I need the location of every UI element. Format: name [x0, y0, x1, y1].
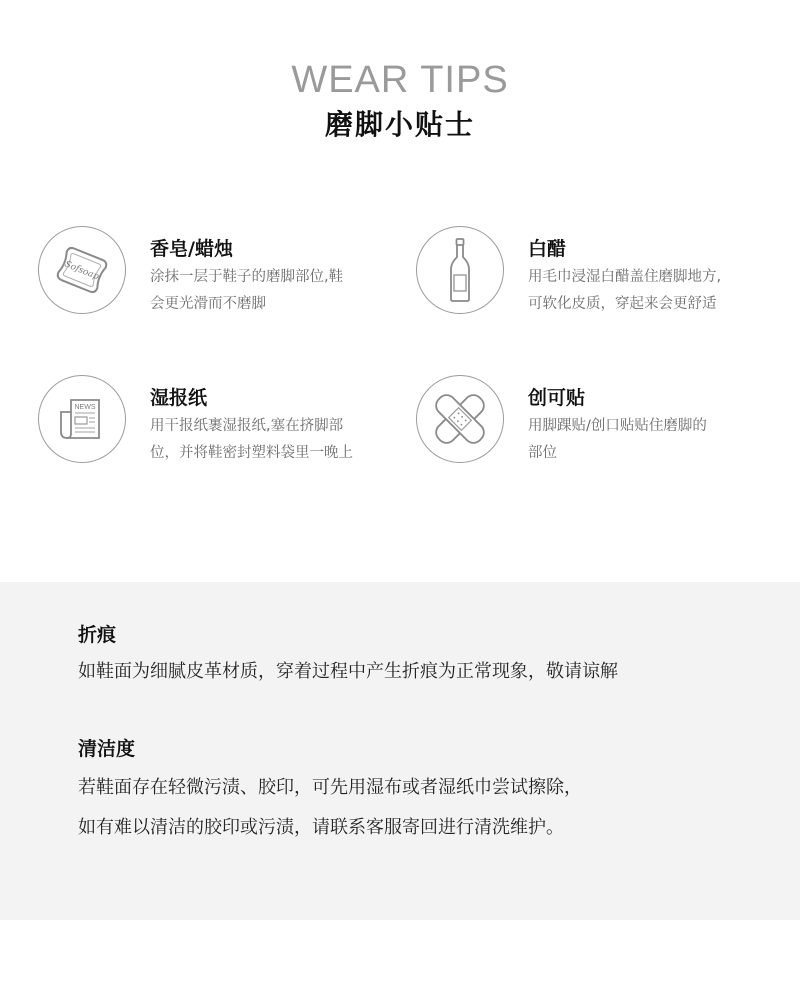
crease-text	[78, 652, 618, 692]
page-header	[0, 58, 800, 142]
soap-icon	[39, 227, 125, 313]
newspaper-icon-label: NEWS	[74, 404, 96, 411]
english-title: WEAR TIPS	[291, 59, 509, 101]
tip-title: 创可贴	[528, 387, 586, 409]
tip-description	[150, 264, 400, 318]
care-info-section	[0, 582, 800, 920]
tip-title: 香皂/蜡烛	[150, 238, 233, 260]
tip-desc-line: 可软化皮质，穿起来会更舒适	[528, 296, 717, 312]
tip-soap	[38, 226, 398, 326]
cleanliness-text-line: 如有难以清洁的胶印或污渍，请联系客服寄回进行清洗维护。	[78, 817, 564, 838]
bandage-icon	[417, 376, 503, 462]
cleanliness-text-line: 若鞋面存在轻微污渍、胶印，可先用湿布或者湿纸巾尝试擦除，	[78, 777, 582, 798]
tip-desc-line: 涂抹一层于鞋子的磨脚部位,鞋	[150, 269, 344, 285]
newspaper-icon-circle	[38, 375, 126, 463]
vinegar-icon-circle	[416, 226, 504, 314]
tip-desc-line: 用干报纸裹湿报纸,塞在挤脚部	[150, 418, 344, 434]
tip-vinegar	[416, 226, 776, 326]
tip-wet-newspaper	[38, 375, 398, 475]
tip-description	[150, 413, 400, 467]
tip-description	[528, 264, 778, 318]
tip-desc-line: 位，并将鞋密封塑料袋里一晚上	[150, 445, 353, 461]
crease-text-line: 如鞋面为细腻皮革材质，穿着过程中产生折痕为正常现象，敬请谅解	[78, 661, 618, 682]
tip-description	[528, 413, 778, 467]
tip-bandage	[416, 375, 776, 475]
crease-title: 折痕	[78, 624, 117, 646]
cleanliness-title: 清洁度	[78, 738, 136, 760]
tip-desc-line: 会更光滑而不磨脚	[150, 296, 266, 312]
cleanliness-text	[78, 768, 582, 848]
soap-icon-circle	[38, 226, 126, 314]
tip-title: 湿报纸	[150, 387, 208, 409]
tip-desc-line: 用脚踝贴/创口贴贴住磨脚的	[528, 418, 707, 434]
chinese-title: 磨脚小贴士	[324, 108, 475, 141]
vinegar-bottle-icon	[417, 227, 503, 313]
soap-icon-label: Sofsoap	[63, 259, 101, 283]
tip-title: 白醋	[528, 238, 567, 260]
tip-desc-line: 部位	[528, 445, 557, 461]
bandage-icon-circle	[416, 375, 504, 463]
newspaper-icon	[39, 376, 125, 462]
tip-desc-line: 用毛巾浸湿白醋盖住磨脚地方,	[528, 269, 722, 285]
